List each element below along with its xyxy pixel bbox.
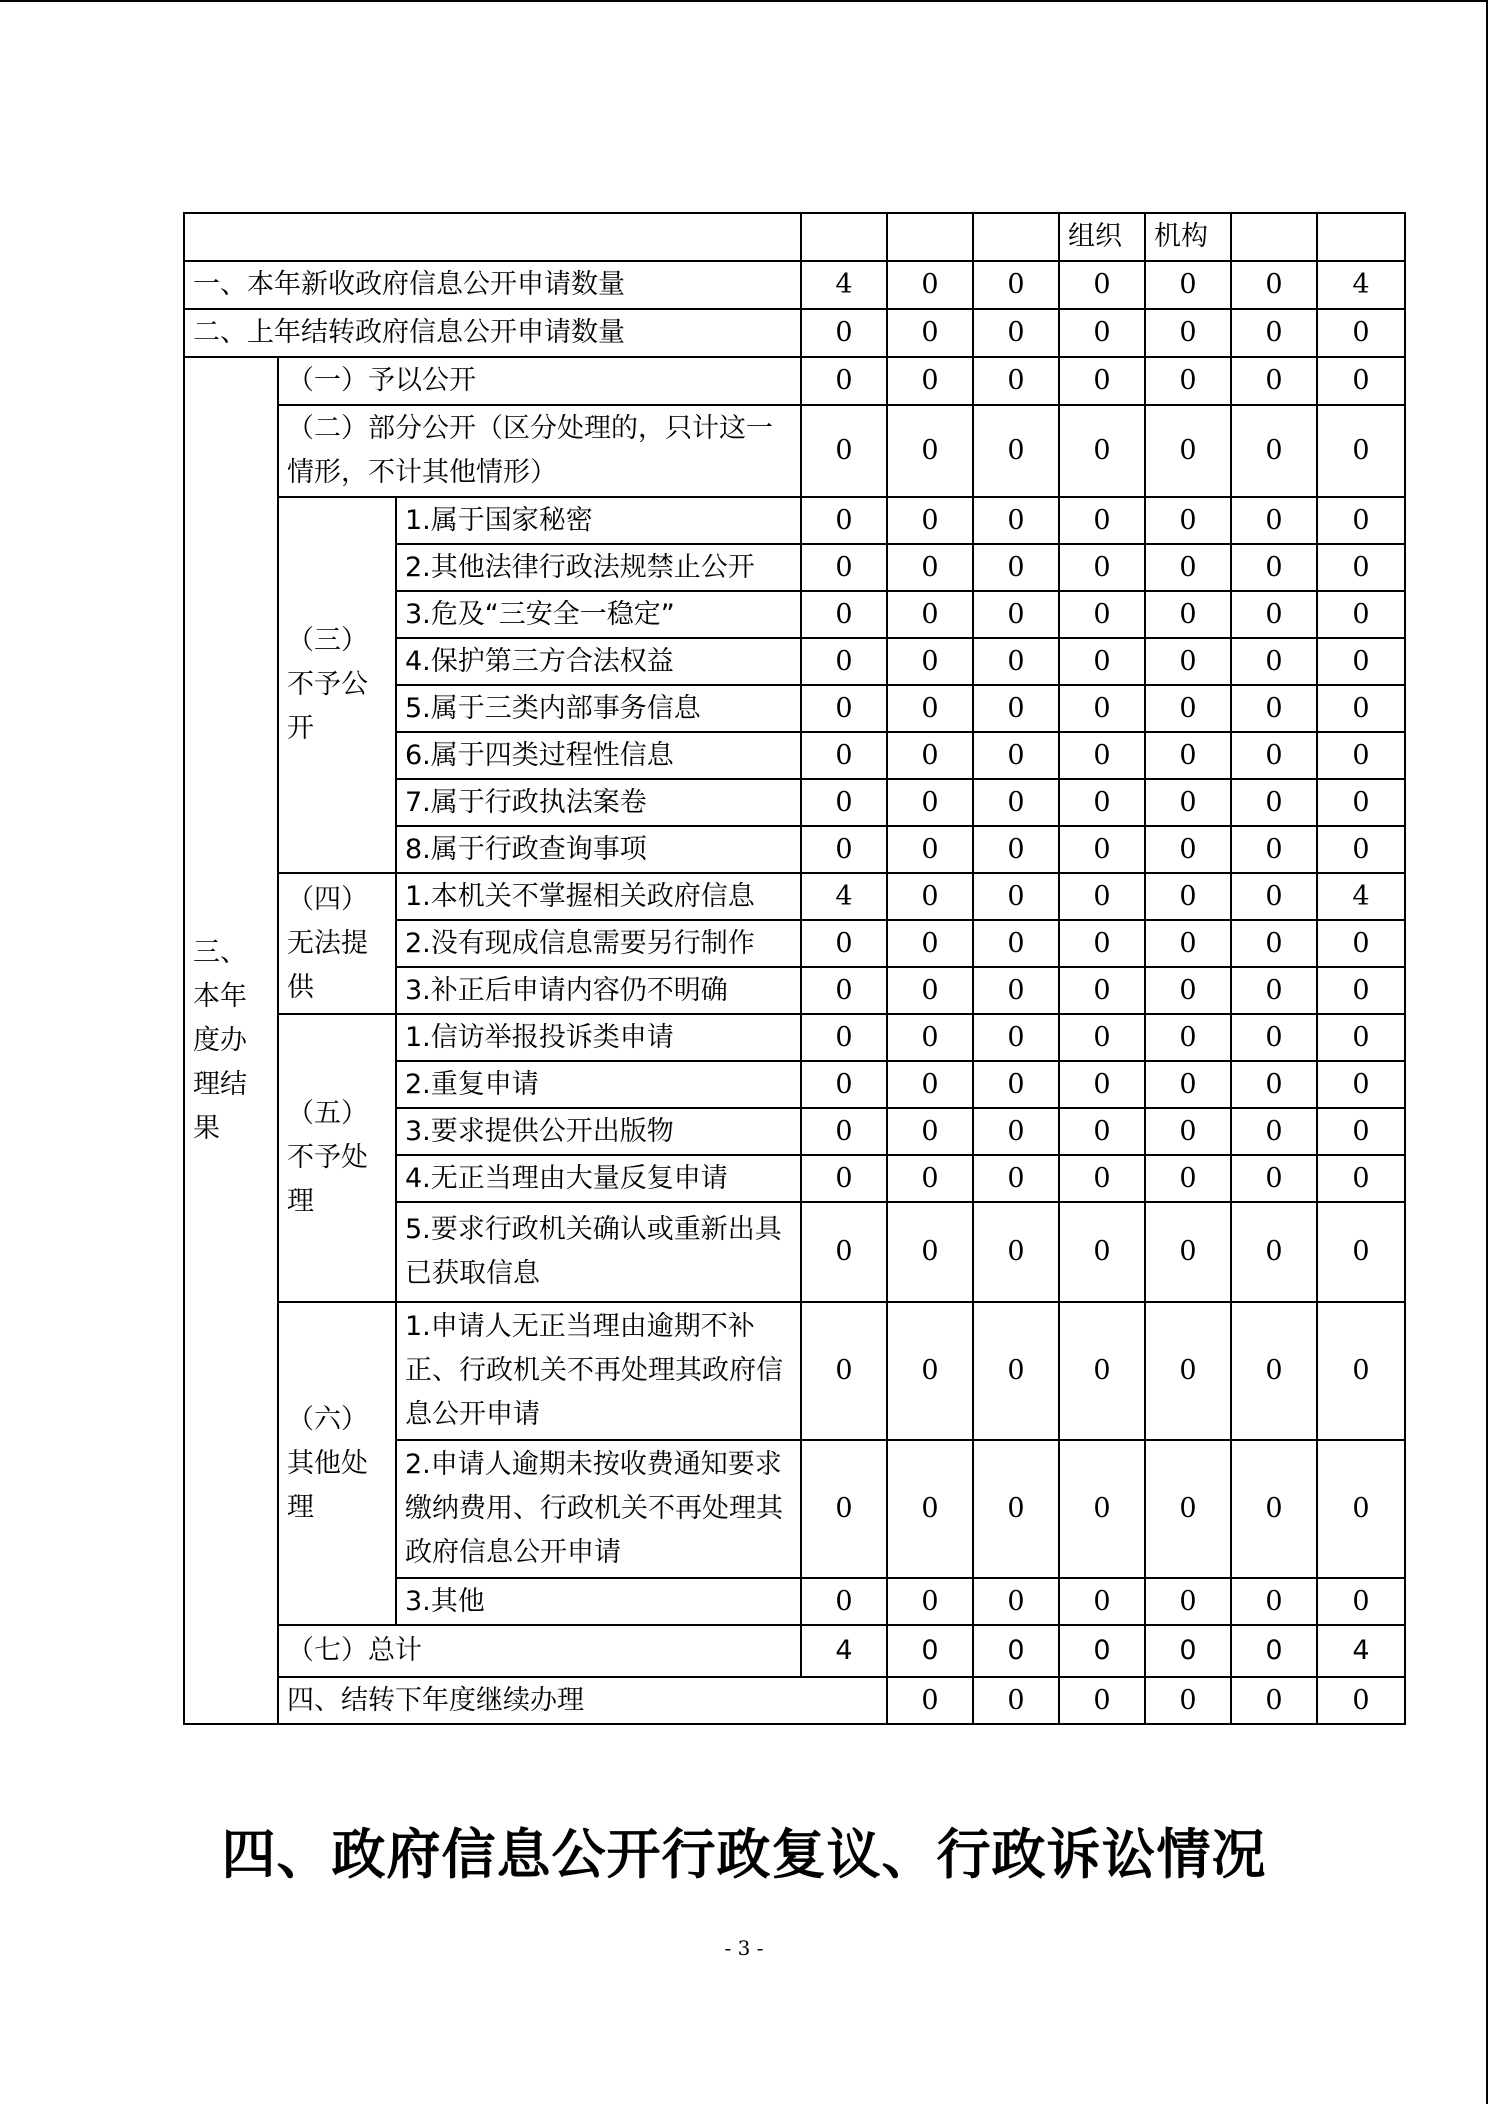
value-cell: 0 [1317, 826, 1405, 873]
value-cell: 0 [1317, 497, 1405, 544]
value-cell: 0 [1059, 1625, 1145, 1677]
value-cell: 0 [1145, 357, 1231, 405]
table-row [184, 261, 1405, 309]
section3-label: 三、本年度办理结果 [184, 357, 278, 1724]
value-cell: 4 [1317, 1625, 1405, 1677]
value-cell: 0 [1231, 1625, 1317, 1677]
value-cell: 0 [973, 685, 1059, 732]
value-cell: 0 [1231, 920, 1317, 967]
value-cell: 4 [801, 1625, 887, 1677]
value-cell: 0 [1145, 638, 1231, 685]
value-cell: 0 [973, 732, 1059, 779]
value-cell: 0 [973, 1108, 1059, 1155]
value-cell: 0 [887, 967, 973, 1014]
value-cell: 0 [1145, 779, 1231, 826]
value-cell: 0 [1145, 967, 1231, 1014]
row-label: 二、上年结转政府信息公开申请数量 [184, 309, 801, 357]
value-cell: 0 [1317, 591, 1405, 638]
value-cell: 0 [1145, 1014, 1231, 1061]
value-cell: 0 [1059, 1108, 1145, 1155]
value-cell: 0 [1231, 1440, 1317, 1578]
value-cell: 0 [1231, 873, 1317, 920]
table-row [184, 497, 1405, 544]
value-cell: 0 [887, 732, 973, 779]
value-cell: 0 [973, 1155, 1059, 1202]
item-label: 5.要求行政机关确认或重新出具已获取信息 [396, 1202, 801, 1302]
header-cell-2 [887, 213, 973, 261]
value-cell: 0 [973, 591, 1059, 638]
value-cell: 0 [1145, 1202, 1231, 1302]
value-cell: 0 [887, 1155, 973, 1202]
value-cell: 0 [887, 261, 973, 309]
value-cell: 0 [1059, 920, 1145, 967]
value-cell: 0 [1317, 779, 1405, 826]
value-cell: 0 [1317, 1014, 1405, 1061]
value-cell: 0 [1145, 1578, 1231, 1625]
value-cell: 0 [1231, 1578, 1317, 1625]
value-cell: 0 [973, 544, 1059, 591]
value-cell: 0 [801, 685, 887, 732]
item-label: 4.无正当理由大量反复申请 [396, 1155, 801, 1202]
value-cell: 0 [801, 1578, 887, 1625]
value-cell: 0 [1059, 779, 1145, 826]
group-label: （五）不予处理 [278, 1014, 396, 1302]
value-cell: 0 [887, 309, 973, 357]
row-label: 四、结转下年度继续办理 [278, 1677, 887, 1724]
row-label: （一）予以公开 [278, 357, 801, 405]
value-cell: 0 [1145, 1108, 1231, 1155]
value-cell: 0 [973, 638, 1059, 685]
table-row [184, 1677, 1405, 1724]
value-cell: 0 [1059, 1202, 1145, 1302]
value-cell: 0 [973, 920, 1059, 967]
value-cell: 0 [1317, 309, 1405, 357]
value-cell: 0 [1231, 1014, 1317, 1061]
value-cell: 0 [973, 967, 1059, 1014]
value-cell: 0 [1317, 1578, 1405, 1625]
header-cell-3 [973, 213, 1059, 261]
value-cell: 0 [801, 1302, 887, 1440]
item-label: 2.其他法律行政法规禁止公开 [396, 544, 801, 591]
value-cell: 0 [1059, 1578, 1145, 1625]
value-cell: 0 [801, 967, 887, 1014]
value-cell: 0 [1145, 920, 1231, 967]
table-row [184, 1302, 1405, 1440]
value-cell: 0 [1231, 638, 1317, 685]
value-cell: 0 [1317, 638, 1405, 685]
header-cell-7 [1317, 213, 1405, 261]
item-label: 1.申请人无正当理由逾期不补正、行政机关不再处理其政府信息公开申请 [396, 1302, 801, 1440]
value-cell: 0 [887, 1302, 973, 1440]
value-cell: 0 [801, 1108, 887, 1155]
value-cell: 0 [1231, 309, 1317, 357]
value-cell: 0 [1059, 1440, 1145, 1578]
value-cell: 0 [1145, 873, 1231, 920]
value-cell: 0 [1145, 685, 1231, 732]
value-cell: 0 [973, 1061, 1059, 1108]
value-cell: 0 [1317, 967, 1405, 1014]
value-cell: 0 [973, 1302, 1059, 1440]
value-cell: 0 [973, 309, 1059, 357]
item-label: 3.危及“三安全一稳定” [396, 591, 801, 638]
value-cell: 0 [1317, 920, 1405, 967]
value-cell: 0 [1145, 405, 1231, 497]
value-cell: 0 [801, 1014, 887, 1061]
value-cell: 0 [1145, 1302, 1231, 1440]
value-cell: 4 [1317, 261, 1405, 309]
value-cell: 0 [1231, 1302, 1317, 1440]
item-label: 4.保护第三方合法权益 [396, 638, 801, 685]
value-cell: 0 [1317, 1108, 1405, 1155]
item-label: 3.补正后申请内容仍不明确 [396, 967, 801, 1014]
item-label: 2.没有现成信息需要另行制作 [396, 920, 801, 967]
item-label: 3.其他 [396, 1578, 801, 1625]
item-label: 2.申请人逾期未按收费通知要求缴纳费用、行政机关不再处理其政府信息公开申请 [396, 1440, 801, 1578]
value-cell: 0 [1145, 1625, 1231, 1677]
value-cell: 0 [887, 779, 973, 826]
value-cell: 0 [1059, 685, 1145, 732]
value-cell: 0 [801, 779, 887, 826]
item-label: 7.属于行政执法案卷 [396, 779, 801, 826]
value-cell: 0 [887, 1061, 973, 1108]
row-label: （七）总计 [278, 1625, 801, 1677]
value-cell: 0 [887, 826, 973, 873]
value-cell: 0 [973, 826, 1059, 873]
value-cell: 0 [973, 1202, 1059, 1302]
page-number: - 3 - [724, 1936, 764, 1960]
value-cell: 0 [887, 1108, 973, 1155]
value-cell: 0 [801, 357, 887, 405]
value-cell: 0 [1231, 1677, 1317, 1724]
item-label: 1.信访举报投诉类申请 [396, 1014, 801, 1061]
value-cell: 0 [973, 1625, 1059, 1677]
header-cell-1 [801, 213, 887, 261]
value-cell: 0 [1317, 1677, 1405, 1724]
value-cell: 0 [801, 920, 887, 967]
value-cell: 0 [1145, 1061, 1231, 1108]
row-label: 一、本年新收政府信息公开申请数量 [184, 261, 801, 309]
table-row [184, 873, 1405, 920]
value-cell: 0 [801, 826, 887, 873]
section-heading: 四、政府信息公开行政复议、行政诉讼情况 [221, 1822, 1267, 1886]
value-cell: 0 [1317, 357, 1405, 405]
value-cell: 0 [801, 591, 887, 638]
value-cell: 0 [1317, 1302, 1405, 1440]
item-label: 2.重复申请 [396, 1061, 801, 1108]
value-cell: 0 [1059, 1302, 1145, 1440]
value-cell: 0 [1231, 357, 1317, 405]
table-row [184, 1014, 1405, 1061]
table-row-total [184, 1625, 1405, 1677]
value-cell: 0 [1145, 732, 1231, 779]
table-row [184, 405, 1405, 497]
value-cell: 0 [973, 1578, 1059, 1625]
item-label: 5.属于三类内部事务信息 [396, 685, 801, 732]
value-cell: 0 [801, 732, 887, 779]
value-cell: 0 [1145, 1677, 1231, 1724]
item-label: 1.本机关不掌握相关政府信息 [396, 873, 801, 920]
value-cell: 0 [973, 1014, 1059, 1061]
table-header-row [184, 213, 1405, 261]
value-cell: 0 [1231, 685, 1317, 732]
value-cell: 0 [887, 1625, 973, 1677]
value-cell: 0 [1231, 779, 1317, 826]
value-cell: 4 [801, 261, 887, 309]
value-cell: 0 [1059, 309, 1145, 357]
value-cell: 0 [887, 1677, 973, 1724]
value-cell: 0 [887, 405, 973, 497]
value-cell: 0 [1059, 544, 1145, 591]
value-cell: 0 [1317, 544, 1405, 591]
header-blank-cell [184, 213, 801, 261]
value-cell: 0 [887, 920, 973, 967]
value-cell: 0 [1231, 1202, 1317, 1302]
value-cell: 0 [973, 261, 1059, 309]
value-cell: 0 [1145, 1155, 1231, 1202]
page-border-top [0, 0, 1488, 2]
value-cell: 0 [1145, 591, 1231, 638]
table-row [184, 309, 1405, 357]
value-cell: 0 [887, 1440, 973, 1578]
value-cell: 0 [801, 1155, 887, 1202]
value-cell: 0 [887, 357, 973, 405]
value-cell: 0 [973, 497, 1059, 544]
item-label: 6.属于四类过程性信息 [396, 732, 801, 779]
value-cell: 0 [887, 591, 973, 638]
row-label: （二）部分公开（区分处理的，只计这一情形，不计其他情形） [278, 405, 801, 497]
value-cell: 0 [801, 638, 887, 685]
value-cell: 0 [887, 1578, 973, 1625]
value-cell: 0 [1317, 1202, 1405, 1302]
value-cell: 0 [1145, 1440, 1231, 1578]
value-cell: 0 [1059, 967, 1145, 1014]
value-cell: 0 [887, 544, 973, 591]
value-cell: 0 [801, 1061, 887, 1108]
value-cell: 0 [801, 1440, 887, 1578]
value-cell: 0 [973, 357, 1059, 405]
value-cell: 0 [1231, 1061, 1317, 1108]
value-cell: 0 [1145, 497, 1231, 544]
value-cell: 0 [1059, 1677, 1145, 1724]
value-cell: 0 [801, 1202, 887, 1302]
value-cell: 0 [973, 779, 1059, 826]
value-cell: 0 [1059, 1014, 1145, 1061]
value-cell: 0 [801, 309, 887, 357]
value-cell: 0 [973, 1677, 1059, 1724]
value-cell: 0 [801, 544, 887, 591]
value-cell: 0 [1317, 1440, 1405, 1578]
table-row [184, 357, 1405, 405]
value-cell: 0 [1059, 497, 1145, 544]
header-org: 组织 [1059, 213, 1145, 261]
value-cell: 0 [1231, 732, 1317, 779]
value-cell: 0 [887, 497, 973, 544]
group-label: （六）其他处理 [278, 1302, 396, 1625]
group-label: （四）无法提供 [278, 873, 396, 1014]
value-cell: 0 [1317, 1155, 1405, 1202]
value-cell: 0 [887, 638, 973, 685]
value-cell: 0 [1231, 826, 1317, 873]
value-cell: 0 [1059, 1155, 1145, 1202]
value-cell: 0 [1145, 826, 1231, 873]
value-cell: 0 [973, 1440, 1059, 1578]
value-cell: 0 [1059, 732, 1145, 779]
value-cell: 0 [1317, 405, 1405, 497]
value-cell: 0 [1317, 732, 1405, 779]
value-cell: 0 [1231, 405, 1317, 497]
value-cell: 0 [973, 405, 1059, 497]
item-label: 8.属于行政查询事项 [396, 826, 801, 873]
value-cell: 4 [801, 873, 887, 920]
value-cell: 0 [1231, 544, 1317, 591]
value-cell: 0 [887, 1202, 973, 1302]
value-cell: 0 [887, 685, 973, 732]
value-cell: 0 [801, 497, 887, 544]
value-cell: 0 [1059, 1061, 1145, 1108]
value-cell: 0 [1231, 261, 1317, 309]
value-cell: 0 [1145, 544, 1231, 591]
value-cell: 0 [1231, 1155, 1317, 1202]
value-cell: 0 [1231, 1108, 1317, 1155]
value-cell: 0 [1059, 357, 1145, 405]
value-cell: 0 [1231, 967, 1317, 1014]
value-cell: 0 [973, 873, 1059, 920]
value-cell: 0 [1231, 497, 1317, 544]
header-inst: 机构 [1145, 213, 1231, 261]
value-cell: 0 [1059, 826, 1145, 873]
value-cell: 0 [1059, 873, 1145, 920]
value-cell: 0 [1059, 405, 1145, 497]
value-cell: 0 [1317, 1061, 1405, 1108]
value-cell: 0 [1317, 685, 1405, 732]
group-label: （三）不予公开 [278, 497, 396, 873]
value-cell: 0 [887, 873, 973, 920]
value-cell: 0 [1059, 591, 1145, 638]
header-cell-6 [1231, 213, 1317, 261]
value-cell: 0 [1231, 591, 1317, 638]
value-cell: 0 [1145, 261, 1231, 309]
value-cell: 0 [1145, 309, 1231, 357]
item-label: 1.属于国家秘密 [396, 497, 801, 544]
value-cell: 0 [1059, 261, 1145, 309]
value-cell: 0 [1059, 638, 1145, 685]
value-cell: 0 [801, 405, 887, 497]
value-cell: 0 [887, 1014, 973, 1061]
statistics-table [183, 212, 1406, 1725]
value-cell: 4 [1317, 873, 1405, 920]
item-label: 3.要求提供公开出版物 [396, 1108, 801, 1155]
